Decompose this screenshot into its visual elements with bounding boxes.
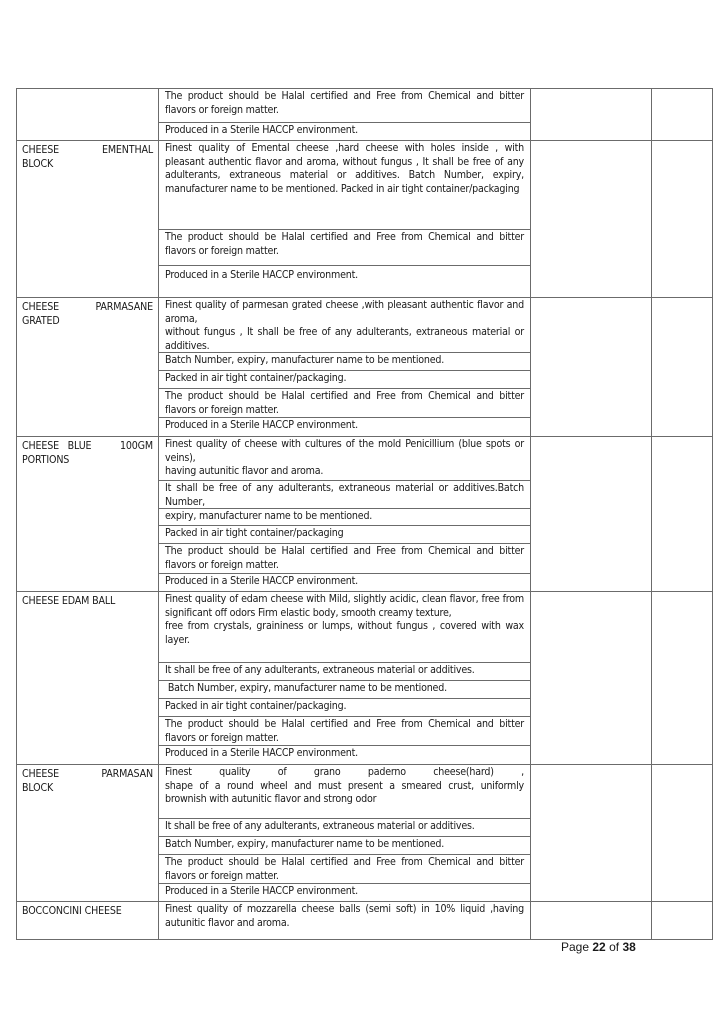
table-row xyxy=(17,141,713,298)
spec-line: The product should be Halal certified and Free from Chemical and bitter flavors or foreign matter. xyxy=(159,389,530,418)
spec-block xyxy=(159,765,530,819)
spec-line: Produced in a Sterile HACCP environment. xyxy=(165,124,358,136)
item-name-part: CHEESE xyxy=(22,768,60,780)
remarks-cell xyxy=(652,437,713,592)
quantity-cell xyxy=(531,592,652,765)
remarks-cell xyxy=(652,902,713,940)
spec-line: The product should be Halal certified and Free from Chemical and bitter flavors or foreign matter. xyxy=(159,89,530,123)
spec-block xyxy=(159,437,530,481)
item-name-part: BLOCK xyxy=(22,782,54,794)
spec-line: Produced in a Sterile HACCP environment. xyxy=(165,747,358,759)
quantity-cell xyxy=(531,902,652,940)
spec-cell xyxy=(159,902,531,940)
item-cell xyxy=(17,298,159,437)
item-name-part: PARMASANE xyxy=(95,301,153,313)
spec-line: Finest quality of grano paderno cheese(hard) , xyxy=(165,766,524,778)
spec-line: Finest quality of mozzarella cheese balls (semi soft) in 10% liquid ,having autunitic flavor and aroma. xyxy=(165,903,524,929)
table-row xyxy=(17,437,713,592)
table-row xyxy=(17,765,713,902)
item-cell xyxy=(17,89,159,141)
spec-line: Produced in a Sterile HACCP environment. xyxy=(165,419,358,431)
spec-line: Finest quality of cheese with cultures of the mold Penicillium (blue spots or veins), xyxy=(165,438,524,464)
spec-line: Packed in air tight container/packaging. xyxy=(159,371,530,389)
quantity-cell xyxy=(531,141,652,298)
spec-line: without fungus , It shall be free of any adulterants, extraneous material or additives. xyxy=(165,326,524,352)
item-name: BOCCONCINI CHEESE xyxy=(22,905,122,917)
remarks-cell xyxy=(652,141,713,298)
item-name-part: EMENTHAL xyxy=(101,144,153,156)
spec-line: Finest quality of parmesan grated cheese ,with pleasant authentic flavor and aroma, xyxy=(165,299,524,325)
quantity-cell xyxy=(531,437,652,592)
spec-line: having autunitic flavor and aroma. xyxy=(165,465,324,478)
item-name: CHEESE EDAM BALL xyxy=(22,595,116,607)
spec-line: Finest quality of edam cheese with Mild, slightly acidic, clean flavor, free from significant off odors Firm elastic body, smooth creamy texture, xyxy=(165,593,524,619)
remarks-cell xyxy=(652,89,713,141)
spec-line: It shall be free of any adulterants, extraneous material or additives. xyxy=(159,663,530,681)
item-cell xyxy=(17,902,159,940)
spec-block xyxy=(159,298,530,353)
total-pages: 38 xyxy=(622,940,636,954)
item-name-part: CHEESE BLUE xyxy=(22,440,92,452)
item-name-part: BLOCK xyxy=(22,158,54,170)
item-name-part: CHEESE xyxy=(22,144,60,156)
spec-line: Batch Number, expiry, manufacturer name to be mentioned. xyxy=(159,681,530,699)
of-label: of xyxy=(609,940,620,954)
quantity-cell xyxy=(531,765,652,902)
spec-line: free from crystals, graininess or lumps, without fungus , covered with wax layer. xyxy=(165,620,524,646)
remarks-cell xyxy=(652,592,713,765)
spec-line: It shall be free of any adulterants, extraneous material or additives. xyxy=(159,819,530,837)
spec-line: The product should be Halal certified and Free from Chemical and bitter flavors or foreign matter. xyxy=(159,855,530,884)
table-row xyxy=(17,902,713,940)
quantity-cell xyxy=(531,89,652,141)
spec-cell xyxy=(159,437,531,592)
spec-line: Produced in a Sterile HACCP environment. xyxy=(165,269,358,281)
item-name-part: GRATED xyxy=(22,315,60,327)
spec-line: Packed in air tight container/packaging. xyxy=(159,699,530,717)
table-row xyxy=(17,89,713,141)
table-row xyxy=(17,298,713,437)
item-cell xyxy=(17,592,159,765)
item-cell xyxy=(17,141,159,298)
item-name-part: CHEESE xyxy=(22,301,60,313)
spec-cell xyxy=(159,89,531,141)
spec-cell xyxy=(159,141,531,298)
spec-line: It shall be free of any adulterants, extraneous material or additives.Batch Number, xyxy=(159,481,530,509)
spec-line: Batch Number, expiry, manufacturer name to be mentioned. xyxy=(159,353,530,371)
spec-line: Produced in a Sterile HACCP environment. xyxy=(165,885,358,897)
table-row xyxy=(17,592,713,765)
spec-line: Packed in air tight container/packaging xyxy=(159,526,530,544)
remarks-cell xyxy=(652,765,713,902)
spec-line: expiry, manufacturer name to be mentioned. xyxy=(159,509,530,526)
page-number xyxy=(561,940,636,954)
remarks-cell xyxy=(652,298,713,437)
page-label: Page xyxy=(561,940,590,954)
current-page: 22 xyxy=(592,940,606,954)
item-cell xyxy=(17,765,159,902)
item-name-part: PORTIONS xyxy=(22,454,70,466)
item-name-part: PARMASAN xyxy=(101,768,153,780)
item-name-part: 100GM xyxy=(119,440,153,452)
spec-line: Finest quality of Emental cheese ,hard cheese with holes inside , with pleasant authentic flavor and aroma, without fungus , It shall be free of any adulterants, extraneous material or additives. Batch Number, expiry, manufacturer name to be mentioned. Packed in air tight container/packaging xyxy=(159,141,530,230)
spec-line: shape of a round wheel and must present a smeared crust, uniformly brownish with autunitic flavor and strong odor xyxy=(165,779,524,806)
specification-table xyxy=(16,88,713,940)
spec-line: The product should be Halal certified and Free from Chemical and bitter flavors or foreign matter. xyxy=(159,230,530,266)
spec-cell xyxy=(159,592,531,765)
spec-line: Batch Number, expiry, manufacturer name to be mentioned. xyxy=(159,837,530,855)
spec-line: Produced in a Sterile HACCP environment. xyxy=(165,575,358,587)
spec-line: The product should be Halal certified and Free from Chemical and bitter flavors or foreign matter. xyxy=(159,717,530,746)
quantity-cell xyxy=(531,298,652,437)
spec-block xyxy=(159,592,530,663)
spec-line: The product should be Halal certified and Free from Chemical and bitter flavors or foreign matter. xyxy=(159,544,530,574)
item-cell xyxy=(17,437,159,592)
spec-cell xyxy=(159,298,531,437)
spec-cell xyxy=(159,765,531,902)
